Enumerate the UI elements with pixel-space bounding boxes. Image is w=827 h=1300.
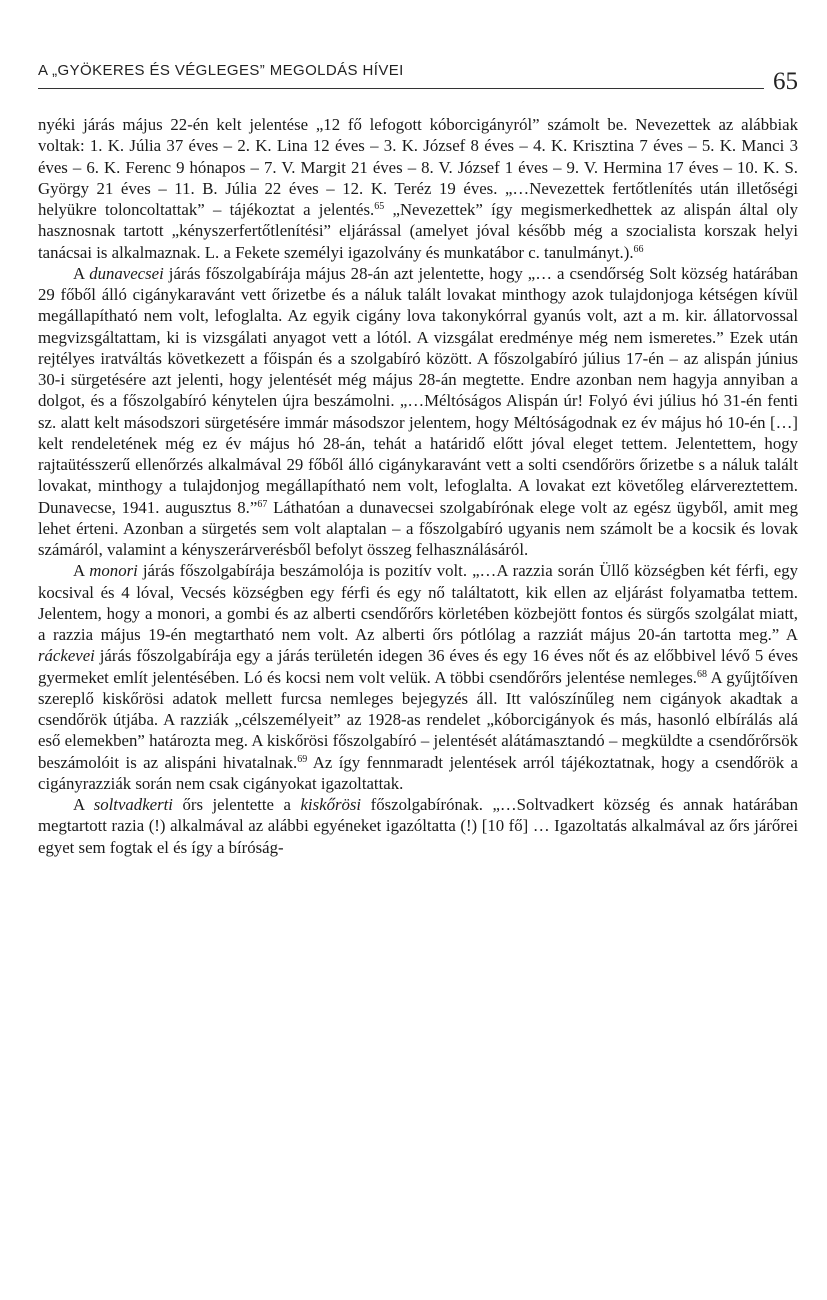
emphasis-monori: monori [89, 561, 138, 581]
emphasis-dunavecsei: dunavecsei [89, 263, 164, 283]
footnote-ref-66: 66 [633, 243, 644, 255]
page-number: 65 [773, 68, 798, 95]
text-run: járás főszolgabírája beszámolója is pozitív volt. „…A razzia során Üllő községben két férfi, egy kocsival és 4 lóval, Vecsés községben egy férfi és egy nő találtatott, kik ellen az eljárást folyamatba tettem. Jelentem, hogy a monori, a gombi és az alberti csendőrőrs körletében közbejött fontos és sürgős szolgálat miatt, a razzia május 19-én megtartható nem volt. Az alberti őrs pótlólag a razziát május 20-án tartotta meg.” A [38, 561, 799, 644]
paragraph-1 [38, 114, 798, 263]
body-text [38, 114, 798, 858]
footnote-ref-69: 69 [297, 753, 308, 765]
paragraph-3 [38, 560, 798, 794]
text-run: főszolgabírónak. „…Soltvadkert község és annak határában megtartott razia (!) alkalmával az alábbi egyéneket igazóltatta (!) [10 fő] … Igazoltatás alkalmával az őrs járőrei egyet sem fogtak el és így a bíróság- [38, 795, 798, 857]
emphasis-soltvadkerti: soltvadkerti [93, 795, 173, 814]
text-run: Láthatóan a dunavecsei szolgabírónak elege volt az egész ügyből, amit meg lehet érteni. Azonban a sürgetés sem volt alaptalan – a főszolgabíró ugyanis nem számolt be a kocsik és lovak számáról, valamint a kényszerárverésből befolyt összeg felhasználásáról. [38, 497, 798, 559]
running-title: A „GYÖKERES ÉS VÉGLEGES” MEGOLDÁS HÍVEI [38, 62, 404, 79]
paragraph-2 [38, 263, 798, 561]
page-header [38, 58, 798, 102]
text-run: járás főszolgabírája egy a járás területén idegen 36 éves és egy 16 éves nőt és az előbbivel lévő 5 éves gyermeket említ jelentésében. Ló és kocsi nem volt velük. A többi csendőrőrs jelentése nemleges. [38, 646, 798, 687]
footnote-ref-67: 67 [257, 498, 268, 510]
header-rule [38, 88, 764, 89]
footnote-ref-68: 68 [696, 668, 707, 680]
text-run: A [73, 561, 90, 581]
text-run: A [73, 263, 90, 283]
emphasis-rackevei: ráckevei [38, 646, 95, 666]
text-run: A gyűjtőíven szereplő kiskőrösi adatok mellett furcsa nemleges bejegyzés áll. Itt valószínűleg nem cigányok akadtak a csendőrök útjába. A razziák „célszemélyeit” az 1928-as rendelet „kóborcigányok és más, hasonló elbírálás alá eső elemekben” határozta meg. A kiskőrösi főszolgabíró – jelentését alátámasztandó – megküldte a csendőrőrsök beszámolóit is az alispáni hivatalnak. [38, 667, 798, 772]
text-run: Az így fennmaradt jelentések arról tájékoztatnak, hogy a csendőrök a cigányrazziák során nem csak cigányokat igazoltattak. [38, 752, 798, 793]
footnote-ref-65: 65 [374, 201, 385, 212]
text-run: járás főszolgabírája május 28-án azt jelentette, hogy „… a csendőrség Solt község határában 29 főből álló cigánykaravánt vett őrizetbe és a náluk talált lovakat minthogy azok tulajdonjoga kétségen kívül megállapítható nem volt, lefoglalta. Az egyik cigány lova takonykórral gyanús volt, azt a m. kir. állatorvossal megvizsgáltattam, ki is vizsgálati anyagot vett a lótól. A vizsgálat eredménye még nem ismeretes.” Ezek után rejtélyes iratváltás következett a főispán és a szolgabíró között. A főszolgabíró július 17-én – az alispán június 30-i sürgetésére azt jelenti, hogy jelentését még május 28-án megtette. Endre azonban nem hagyja annyiban a dolgot, és a főszolgabíró kénytelen újra beszámolni. „…Méltóságos Alispán úr! Folyó évi július hó 31-én fenti sz. alatt kelt másodszori sürgetésére immár másodszor jelentem, hogy Méltóságodnak ez év május hó 10-én […] kelt rendeletének még ez év május hó 28-án, tehát a határidő előtt jóval eleget tettem. Jelentettem, hogy rajtaütésszerű ellenőrzés alkalmával 29 főből álló cigánykaravánt vett a solti csendőrörs őrizetbe s a náluk talált lovakat, minthogy a tulajdonjog megállapítható nem volt, lefoglalta. A lovakat ezt követőleg elárvereztettem. Dunavecse, 1941. augusztus 8.” [38, 263, 798, 517]
emphasis-kiskorosi: kiskőrösi [300, 795, 362, 814]
text-run: A [73, 795, 94, 814]
text-run: nyéki járás május 22-én kelt jelentése „12 fő lefogott kóborcigányról” számolt be. Nevezettek az alábbiak voltak: 1. K. Júlia 37 éves – 2. K. Lina 12 éves – 3. K. József 8 éves – 4. K. Krisztina 7 éves – 5. K. Manci 3 éves – 6. K. Ferenc 9 hónapos – 7. V. Margit 21 éves – 8. V. József 1 éves – 9. V. Hermina 17 éves – 10. K. S. György 21 éves – 11. B. Júlia 22 éves – 12. K. Teréz 19 éves. „…Nevezettek fertőtlenítés után illetőségi helyükre toloncoltattak” – tájékoztat a jelentés. [38, 115, 798, 219]
text-run: őrs jelentette a [172, 795, 301, 814]
text-run: „Nevezettek” így megismerkedhettek az alispán által oly hasznosnak tartott „kényszerfertőtlenítési” eljárással (amelyet jóval később még a szocialista korszak helyi tanácsai is alkalmaznak. L. a Fekete személyi igazolvány és munkatábor c. tanulmányt.). [38, 200, 799, 262]
paragraph-4 [38, 794, 798, 858]
